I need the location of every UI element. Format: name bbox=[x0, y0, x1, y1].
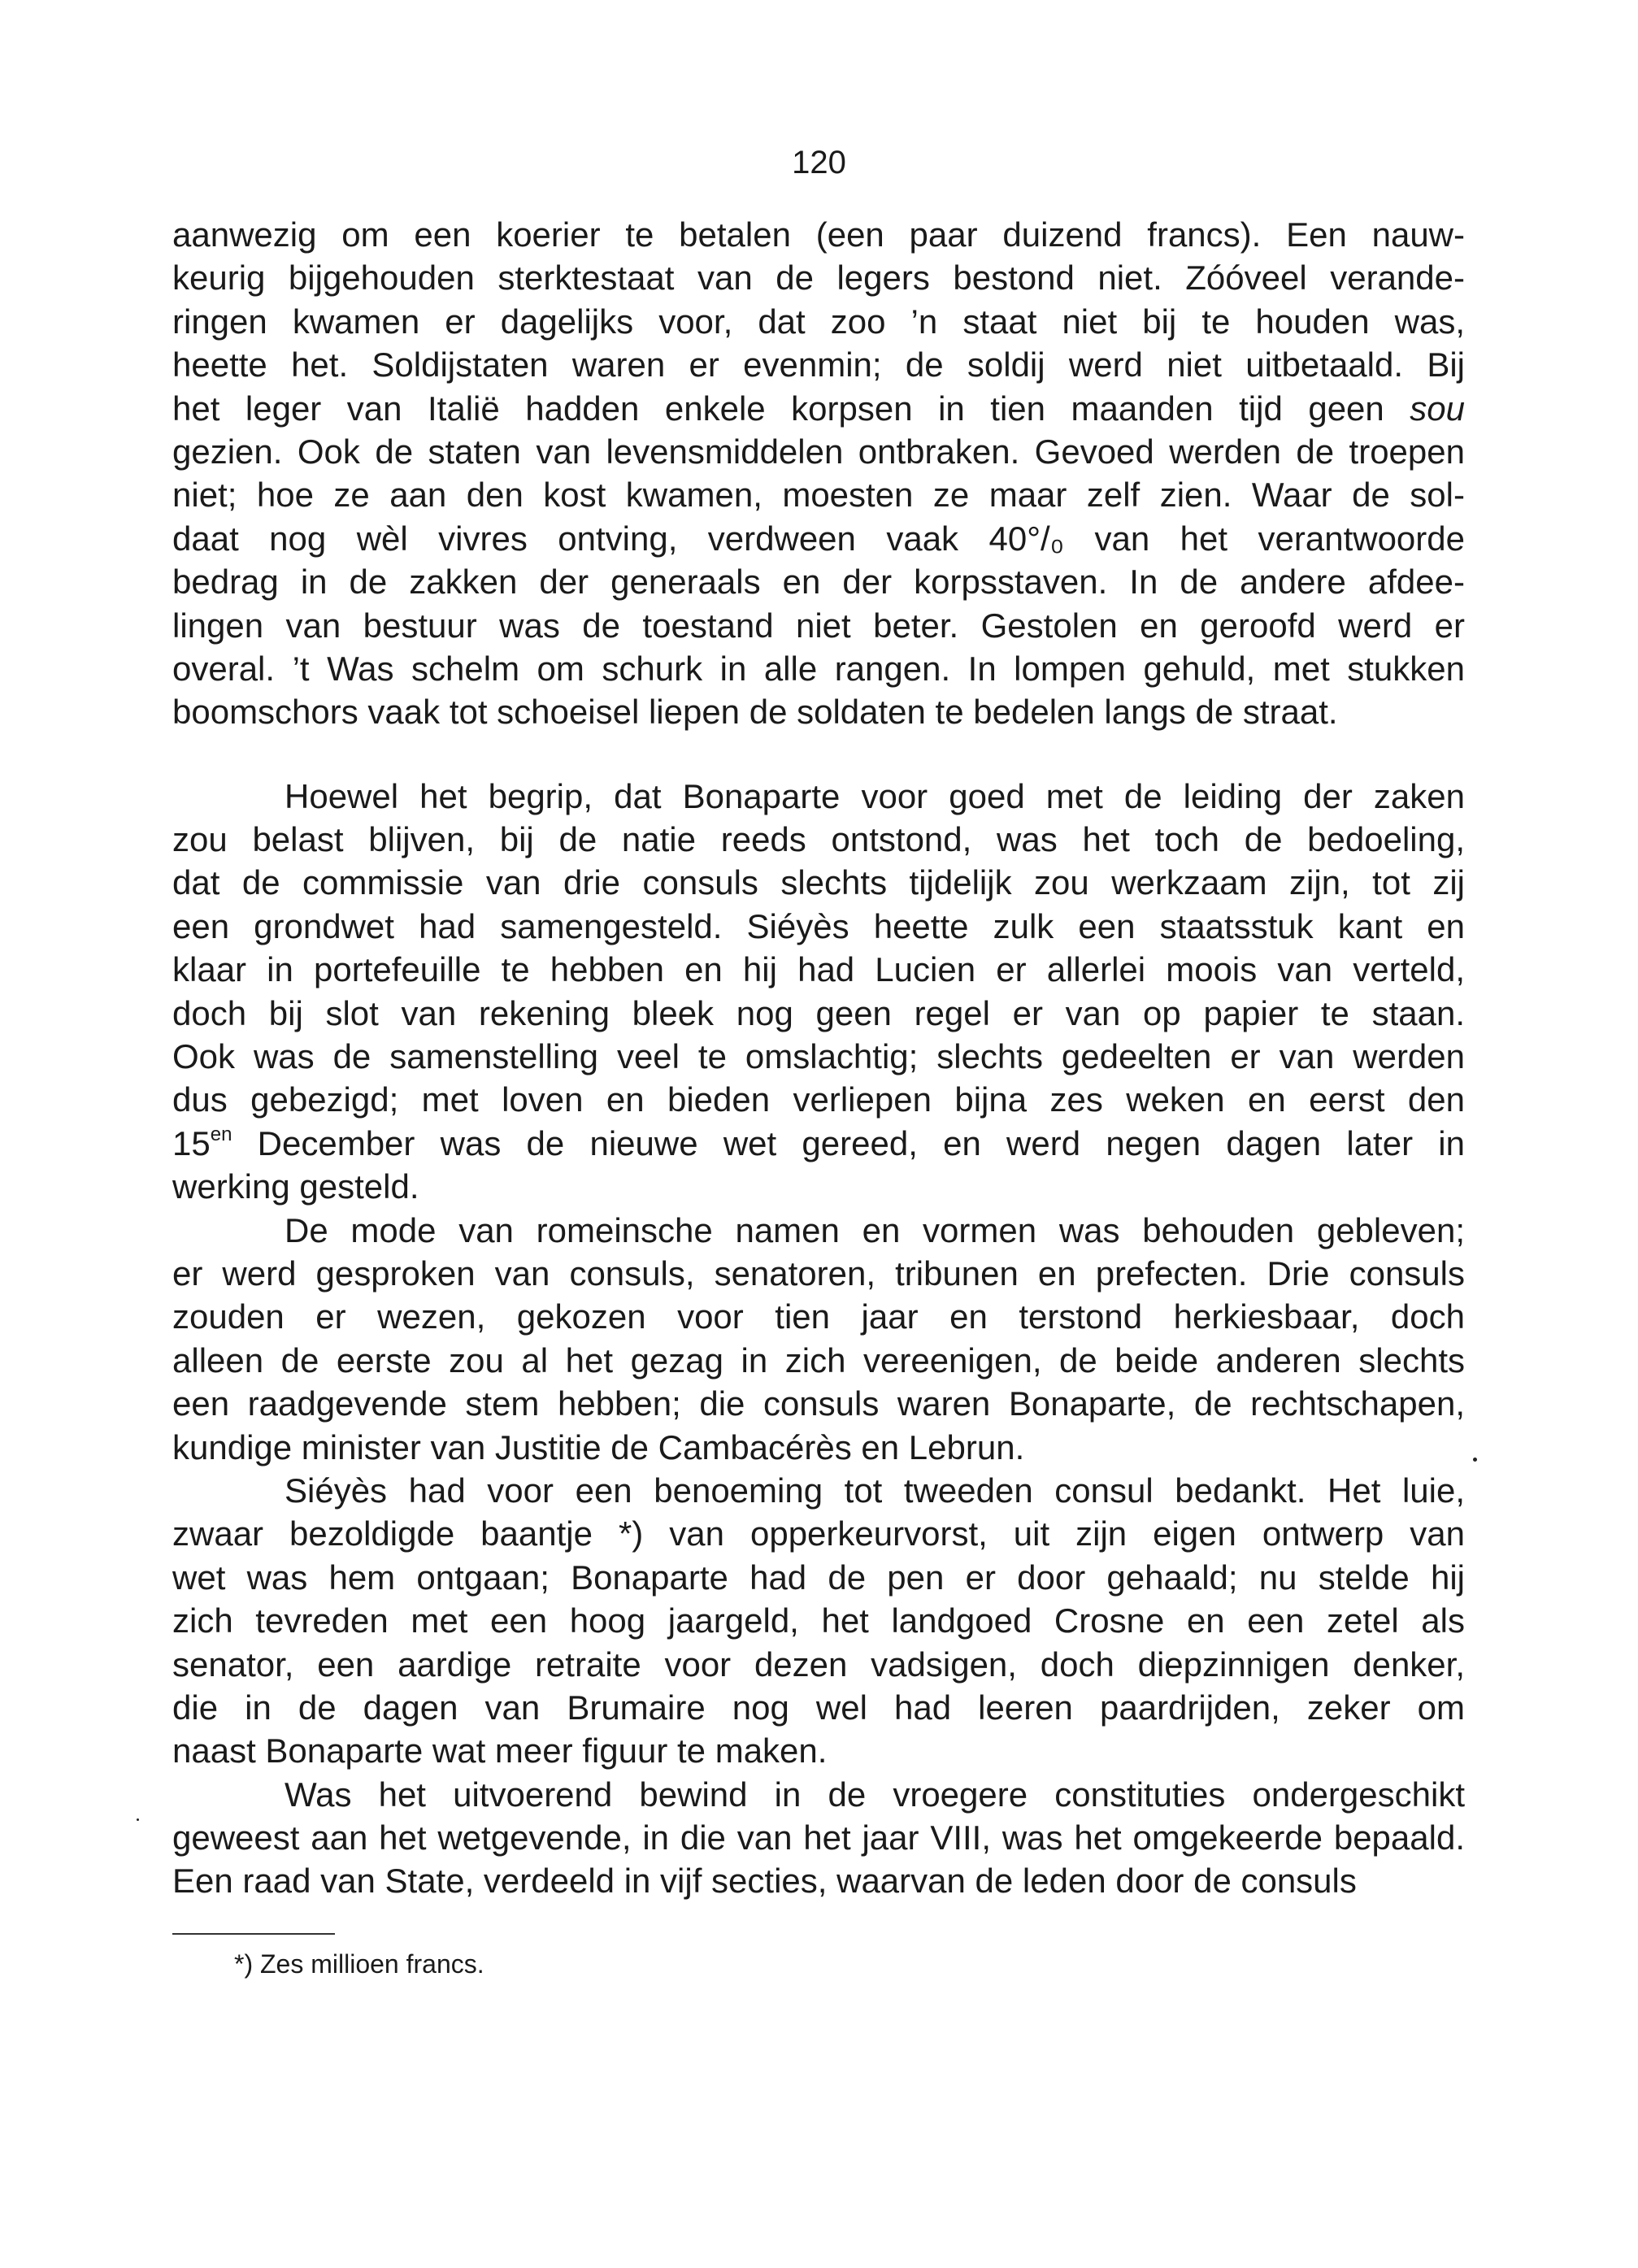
text-line: klaar in portefeuille te hebben en hij had Lucien er allerlei moois van verteld, bbox=[172, 950, 1465, 989]
text-line: niet; hoe ze aan den kost kwamen, moesten ze maar zelf zien. Waar de sol- bbox=[172, 476, 1465, 515]
text-line: gezien. Ook de staten van levensmiddelen ontbraken. Gevoed werden de troepen bbox=[172, 432, 1465, 471]
text-line: De mode van romeinsche namen en vormen was behouden gebleven; bbox=[285, 1210, 1465, 1249]
text-line: zouden er wezen, gekozen voor tien jaar en terstond herkiesbaar, doch bbox=[172, 1297, 1465, 1336]
text-line: Hoewel het begrip, dat Bonaparte voor goed met de leiding der zaken bbox=[285, 776, 1465, 815]
text-line: heette het. Soldijstaten waren er evenmin; de soldij werd niet uitbetaald. Bij bbox=[172, 345, 1465, 385]
text-line: Ook was de samenstelling veel te omslachtig; slechts gedeelten er van werden bbox=[172, 1037, 1465, 1076]
text-line: senator, een aardige retraite voor dezen vadsigen, doch diepzinnigen denker, bbox=[172, 1645, 1465, 1684]
footnote: *) Zes millioen francs. bbox=[234, 1949, 484, 1979]
paragraph bbox=[172, 213, 1465, 734]
text-line: naast Bonaparte wat meer figuur te maken. bbox=[172, 1731, 828, 1771]
text-line: dat de commissie van drie consuls slechts tijdelijk zou werkzaam zijn, tot zij bbox=[172, 863, 1465, 902]
text-line: die in de dagen van Brumaire nog wel had leeren paardrijden, zeker om bbox=[172, 1688, 1465, 1727]
text-line: dus gebezigd; met loven en bieden verliepen bijna zes weken en eerst den bbox=[172, 1080, 1465, 1119]
ink-speck bbox=[137, 1818, 139, 1821]
text-line: werking gesteld. bbox=[172, 1167, 419, 1206]
paragraph bbox=[172, 1209, 1465, 1469]
text-line: het leger van Italië hadden enkele korpsen in tien maanden tijd geen sou bbox=[172, 389, 1465, 428]
text-line: alleen de eerste zou al het gezag in zich vereenigen, de beide anderen slechts bbox=[172, 1340, 1465, 1379]
ink-speck bbox=[1473, 1458, 1477, 1462]
text-line: doch bij slot van rekening bleek nog geen regel er van op papier te staan. bbox=[172, 993, 1465, 1032]
page-number: 120 bbox=[792, 145, 846, 180]
text-line: zou belast blijven, bij de natie reeds ontstond, was het toch de bedoeling, bbox=[172, 820, 1465, 859]
text-line: boomschors vaak tot schoeisel liepen de soldaten te bedelen langs de straat. bbox=[172, 693, 1338, 732]
text-line: Was het uitvoerend bewind in de vroegere constituties ondergeschikt bbox=[285, 1775, 1465, 1814]
text-line: kundige minister van Justitie de Cambacérès en Lebrun. bbox=[172, 1427, 1025, 1466]
text-line: $15^{en}$ December was de nieuwe wet gereed, en werd negen dagen later in bbox=[172, 1123, 1465, 1162]
text-line: zich tevreden met een hoog jaargeld, het landgoed Crosne en een zetel als bbox=[172, 1601, 1465, 1640]
footnote-rule bbox=[172, 1933, 335, 1935]
text-line: bedrag in de zakken der generaals en der korpsstaven. In de andere afdee- bbox=[172, 563, 1465, 602]
text-line: geweest aan het wetgevende, in die van het jaar VIII, was het omgekeerde bepaald. bbox=[172, 1818, 1465, 1857]
paragraph-gap bbox=[172, 734, 1465, 775]
paragraph bbox=[172, 1469, 1465, 1773]
text-line: lingen van bestuur was de toestand niet beter. Gestolen en geroofd werd er bbox=[172, 606, 1465, 645]
text-line: overal. ’t Was schelm om schurk in alle rangen. In lompen gehuld, met stukken bbox=[172, 649, 1465, 688]
text-line: ringen kwamen er dagelijks voor, dat zoo ’n staat niet bij te houden was, bbox=[172, 302, 1465, 341]
text-line: aanwezig om een koerier te betalen (een paar duizend francs). Een nauw- bbox=[172, 215, 1465, 254]
text-line: er werd gesproken van consuls, senatoren, tribunen en prefecten. Drie consuls bbox=[172, 1253, 1465, 1293]
text-line: Een raad van State, verdeeld in vijf secties, waarvan de leden door de consuls bbox=[172, 1862, 1357, 1901]
paragraph bbox=[172, 1773, 1465, 1903]
text-line: daat nog wèl vivres ontving, verdween vaak 40°/₀ van het verantwoorde bbox=[172, 519, 1465, 558]
text-line: een raadgevende stem hebben; die consuls waren Bonaparte, de rechtschapen, bbox=[172, 1384, 1465, 1423]
text-line: zwaar bezoldigde baantje *) van opperkeurvorst, uit zijn eigen ontwerp van bbox=[172, 1514, 1465, 1553]
text-line: wet was hem ontgaan; Bonaparte had de pen er door gehaald; nu stelde hij bbox=[172, 1558, 1465, 1597]
paragraph bbox=[172, 775, 1465, 1209]
body-text bbox=[172, 213, 1465, 1903]
text-line: Siéyès had voor een benoeming tot tweeden consul bedankt. Het luie, bbox=[285, 1471, 1465, 1510]
text-line: een grondwet had samengesteld. Siéyès heette zulk een staatsstuk kant en bbox=[172, 906, 1465, 945]
text-line: keurig bijgehouden sterktestaat van de legers bestond niet. Zóóveel verande- bbox=[172, 259, 1465, 298]
